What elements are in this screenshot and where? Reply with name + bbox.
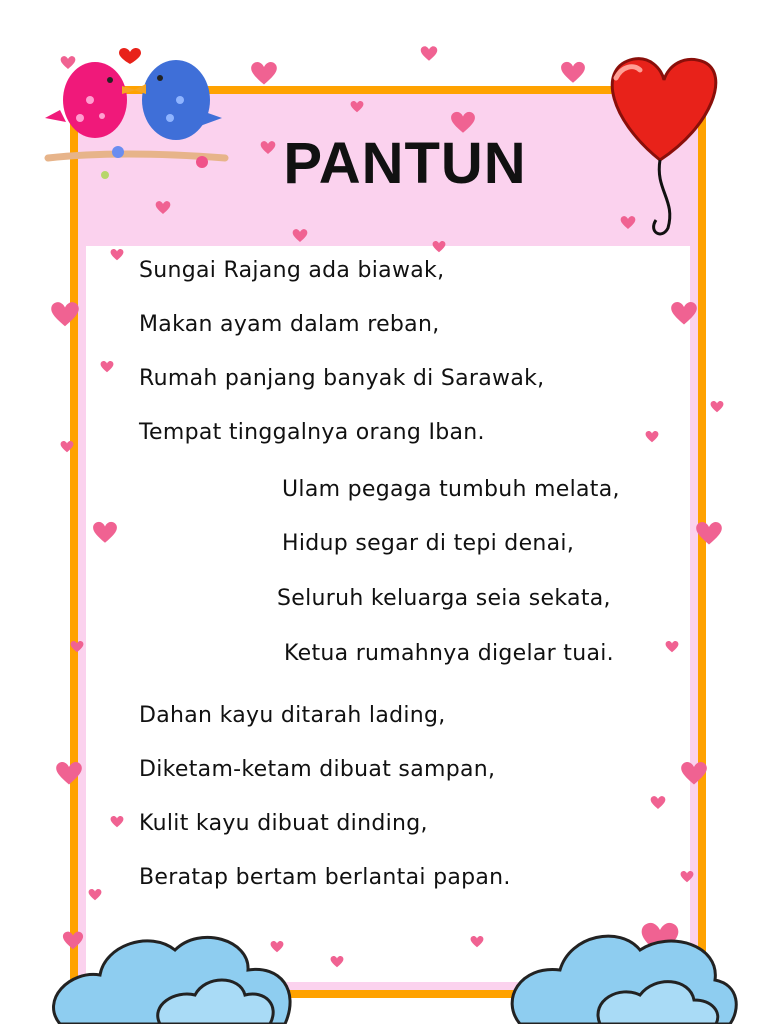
poem-line: Beratap bertam berlantai papan. <box>139 865 511 890</box>
balloon-heart-icon <box>612 59 716 234</box>
poem-line: Makan ayam dalam reban, <box>139 312 440 337</box>
poem-line: Rumah panjang banyak di Sarawak, <box>139 366 545 391</box>
page-title: PANTUN <box>283 131 527 196</box>
poem-line: Ulam pegaga tumbuh melata, <box>282 477 620 502</box>
cloud-icon <box>54 936 737 1024</box>
poem-line: Sungai Rajang ada biawak, <box>139 258 445 283</box>
bird-icon <box>45 48 225 179</box>
poem-line: Dahan kayu ditarah lading, <box>139 703 446 728</box>
poem-line: Seluruh keluarga seia sekata, <box>277 586 611 611</box>
poem-line: Diketam-ketam dibuat sampan, <box>139 757 496 782</box>
poem-line: Kulit kayu dibuat dinding, <box>139 811 428 836</box>
poem-line: Tempat tinggalnya orang Iban. <box>139 420 485 445</box>
poem-line: Hidup segar di tepi denai, <box>282 531 575 556</box>
poem-line: Ketua rumahnya digelar tuai. <box>284 641 614 666</box>
